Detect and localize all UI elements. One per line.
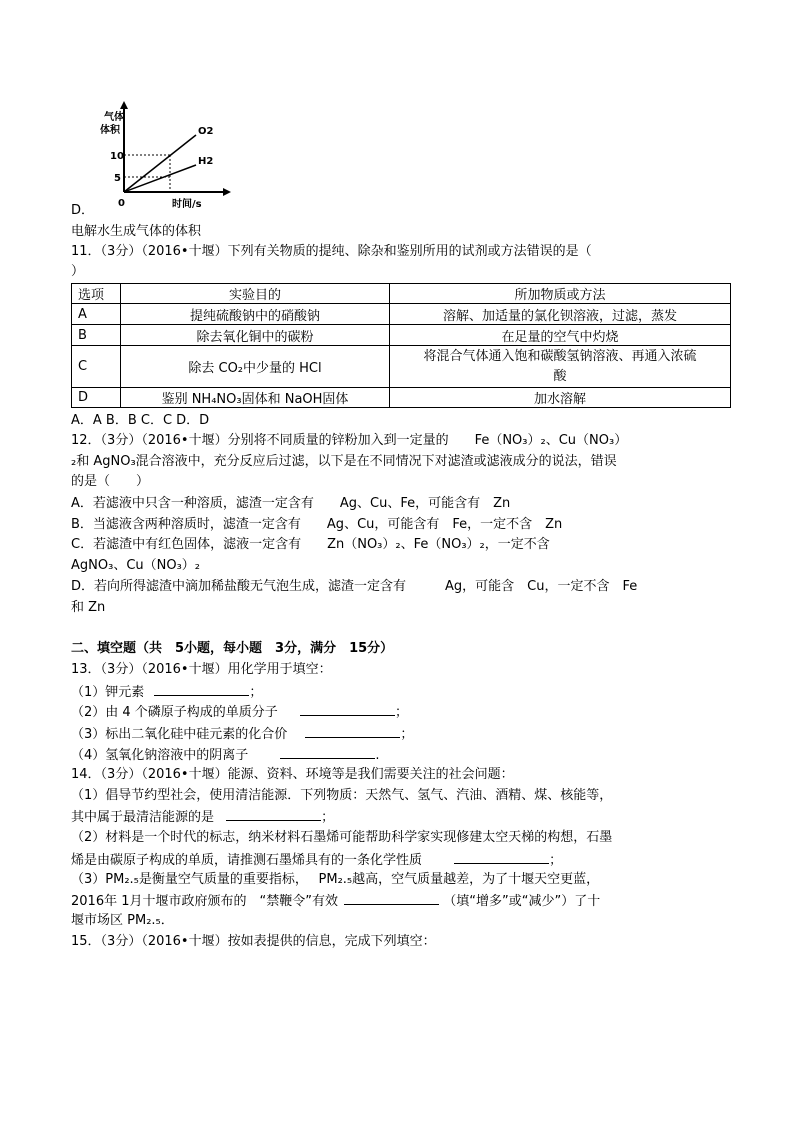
q13-item-2-text: （2）由 4 个磷原子构成的单质分子 (71, 705, 278, 720)
answer-blank[interactable] (226, 806, 321, 821)
answer-blank[interactable] (154, 681, 249, 696)
q14-part-2-text: 烯是由碳原子构成的单质，请推测石墨烯具有的一条化学性质 (71, 853, 423, 868)
h2-line (124, 165, 196, 192)
q14-part-3-text-a: 2016年 1月十堰市政府颁布的 “禁鞭令”有效 (71, 894, 338, 909)
cell-method (390, 346, 731, 388)
o2-label: O2 (198, 126, 214, 137)
q14-part-1: （1）倡导节约型社会，使用清洁能源．下列物质：天然气、氢气、汽油、酒精、煤、核能等， (71, 788, 613, 803)
q14-part-1-text: 其中属于最清洁能源的是 (71, 810, 215, 825)
origin-label: 0 (118, 198, 125, 209)
q11-stem: 11．（3分）（2016•十堰）下列有关物质的提纯、除杂和鉴别所用的试剂或方法错误的是（ (71, 244, 592, 259)
q14-part-3-text-b: （填“增多”或“减少”）了十 (443, 894, 601, 909)
col-header-option: 选项 (72, 284, 121, 304)
q13-item-4 (71, 744, 380, 766)
q14-part-1-cont (71, 806, 334, 828)
cell-option: C (72, 346, 121, 388)
period: . (375, 748, 380, 763)
section-title: 二、填空题（共 5小题，每小题 3分，满分 15分） (71, 641, 394, 656)
q12-option-c-cont: AgNO₃、Cu（NO₃）₂ (71, 558, 201, 573)
semicolon: ； (249, 685, 263, 700)
q14-stem: 14．（3分）（2016•十堰）能源、资料、环境等是我们需要关注的社会问题： (71, 767, 514, 782)
answer-blank[interactable] (280, 744, 375, 759)
semicolon: ； (549, 853, 563, 868)
y-axis-label-1: 气体 (104, 112, 124, 123)
cell-purpose: 除去 CO₂中少量的 HCl (121, 346, 390, 388)
q11-stem-cont: ） (71, 264, 85, 279)
cell-option: A (72, 304, 121, 325)
q12-option-c: C．若滤渣中有红色固体，滤液一定含有 Zn（NO₃）₂、Fe（NO₃）₂，一定不含 (71, 537, 550, 552)
semicolon: ； (394, 705, 408, 720)
table-row (72, 346, 731, 388)
q13-item-3 (71, 723, 413, 745)
answer-blank[interactable] (454, 849, 549, 864)
semicolon: ； (400, 727, 414, 742)
q15-stem: 15．（3分）（2016•十堰）按如表提供的信息，完成下列填空： (71, 934, 436, 949)
q13-stem: 13．（3分）（2016•十堰）用化学用于填空： (71, 662, 332, 677)
semicolon: ； (321, 810, 335, 825)
o2-line (124, 135, 196, 192)
y-tick-10: 10 (110, 151, 124, 162)
cell-method-line2: 酸 (553, 368, 567, 384)
q11-choices: A．A B．B C．C D．D (71, 413, 210, 428)
q14-part-2-cont (71, 849, 562, 871)
q12-stem: 12．（3分）（2016•十堰）分别将不同质量的锌粉加入到一定量的 Fe（NO₃）₂、Cu（NO₃） (71, 433, 628, 448)
q13-item-1 (71, 681, 262, 703)
cell-method-line1: 将混合气体通入饱和碳酸氢钠溶液、再通入浓硫 (423, 348, 697, 364)
h2-label: H2 (198, 156, 214, 167)
q13-item-3-text: （3）标出二氧化硅中硅元素的化合价 (71, 727, 288, 742)
x-axis-arrow (223, 188, 231, 196)
cell-option: B (72, 325, 121, 346)
table-row (72, 388, 731, 408)
q12-option-d: D．若向所得滤渣中滴加稀盐酸无气泡生成，滤渣一定含有 Ag，可能含 Cu，一定不含 Fe (71, 579, 638, 594)
cell-option: D (72, 388, 121, 408)
cell-method: 在足量的空气中灼烧 (390, 325, 731, 346)
q14-part-3-cont (71, 890, 600, 912)
cell-purpose: 除去氧化铜中的碳粉 (121, 325, 390, 346)
table-header-row (72, 284, 731, 304)
q14-part-2: （2）材料是一个时代的标志，纳米材料石墨烯可能帮助科学家实现修建太空天梯的构想，石墨 (71, 830, 613, 845)
cell-method: 加水溶解 (390, 388, 731, 408)
q13-item-1-text: （1）钾元素 (71, 685, 145, 700)
col-header-method: 所加物质或方法 (390, 284, 731, 304)
cell-method: 溶解、加适量的氯化钡溶液，过滤，蒸发 (390, 304, 731, 325)
q11-table (71, 283, 731, 408)
q13-item-4-text: （4）氢氧化钠溶液中的阴离子 (71, 748, 249, 763)
answer-blank[interactable] (300, 701, 395, 716)
cell-purpose: 鉴别 NH₄NO₃固体和 NaOH固体 (121, 388, 390, 408)
q10-option-d: D． (71, 203, 95, 218)
answer-blank[interactable] (344, 890, 439, 905)
col-header-purpose: 实验目的 (121, 284, 390, 304)
table-row (72, 325, 731, 346)
answer-blank[interactable] (305, 723, 400, 738)
q12-option-a: A．若滤液中只含一种溶质，滤渣一定含有 Ag、Cu、Fe，可能含有 Zn (71, 496, 511, 511)
table-row (72, 304, 731, 325)
y-tick-5: 5 (114, 173, 121, 184)
q12-option-d-cont: 和 Zn (71, 600, 106, 615)
q12-stem-cont2: 的是（ ） (71, 474, 150, 489)
y-axis-arrow (120, 101, 128, 109)
q13-item-2 (71, 701, 408, 723)
q12-stem-cont1: ₂和 AgNO₃混合溶液中，充分反应后过滤，以下是在不同情况下对滤渣或滤液成分的说法，错误 (71, 454, 617, 469)
q12-option-b: B．当滤液含两种溶质时，滤渣一定含有 Ag、Cu，可能含有 Fe，一定不含 Zn (71, 517, 563, 532)
gas-volume-graph (100, 100, 235, 212)
y-axis-label-2: 体积 (100, 125, 120, 136)
q14-part-3: （3）PM₂.₅是衡量空气质量的重要指标， PM₂.₅越高，空气质量越差，为了十堰天空更蓝， (71, 872, 600, 887)
cell-purpose: 提纯硫酸钠中的硝酸钠 (121, 304, 390, 325)
q14-part-3-end: 堰市场区 PM₂.₅． (71, 913, 174, 928)
x-axis-label: 时间/s (172, 199, 202, 210)
q10-caption: 电解水生成气体的体积 (71, 224, 202, 239)
